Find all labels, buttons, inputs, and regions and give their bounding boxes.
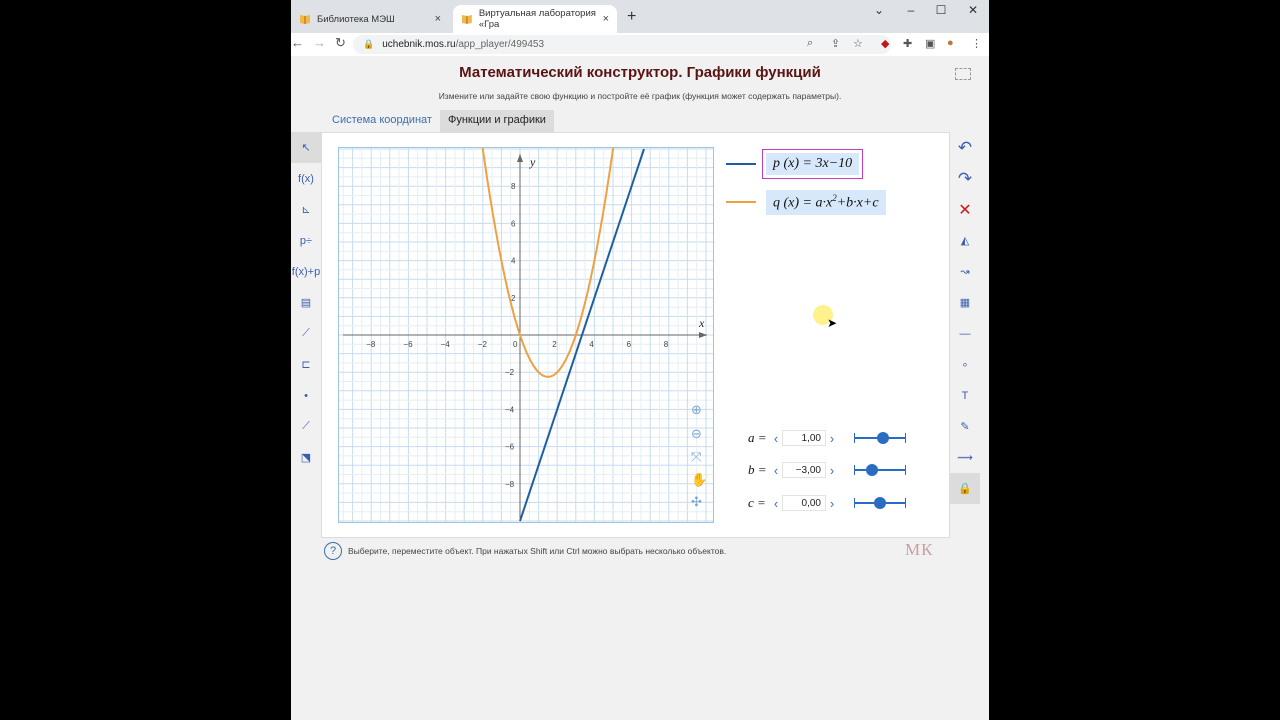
param-a-label: a = bbox=[748, 430, 767, 445]
bookmark-star-icon[interactable]: ☆ bbox=[853, 38, 863, 50]
point-style-icon[interactable]: ∘ bbox=[961, 359, 969, 371]
fullscreen-icon[interactable] bbox=[955, 68, 971, 80]
pan-hand-icon[interactable]: ✋ bbox=[691, 473, 708, 488]
param-b-slider-knob[interactable] bbox=[866, 464, 878, 476]
x-tick-label: 8 bbox=[663, 340, 669, 349]
left-toolbar bbox=[291, 132, 321, 473]
transform-tool-icon[interactable]: ⬔ bbox=[300, 452, 312, 464]
graph-area[interactable] bbox=[338, 147, 714, 523]
graph-canvas[interactable] bbox=[339, 148, 713, 522]
tab-search-chevron-icon[interactable]: ⌄ bbox=[873, 3, 885, 17]
y-axis-label: y bbox=[530, 155, 536, 169]
calculator-tool-icon[interactable]: ▤ bbox=[300, 297, 312, 309]
param-a-value[interactable]: 1,00 bbox=[782, 430, 826, 446]
lock-icon[interactable]: 🔒 bbox=[950, 473, 980, 504]
sidepanel-icon[interactable]: ▣ bbox=[925, 38, 936, 50]
right-toolbar bbox=[950, 132, 980, 504]
point-tool-icon[interactable]: • bbox=[304, 389, 308, 402]
color-icon[interactable]: ▦ bbox=[959, 297, 971, 309]
redo-icon[interactable]: ↷ bbox=[957, 168, 973, 188]
function-param-tool-icon[interactable]: f(x)+p bbox=[291, 265, 321, 278]
maximize-icon[interactable]: ☐ bbox=[935, 3, 947, 17]
param-c-label: c = bbox=[748, 495, 766, 510]
x-tick-label: 4 bbox=[589, 340, 594, 349]
y-tick-label: 4 bbox=[511, 256, 516, 266]
tab-strip bbox=[291, 0, 989, 33]
param-b-decrease-icon[interactable]: ‹ bbox=[773, 462, 779, 478]
help-icon[interactable]: ? bbox=[324, 542, 342, 560]
tab-title: Виртуальная лаборатория «Гра bbox=[478, 8, 596, 30]
extensions-icon[interactable]: ✚ bbox=[903, 38, 913, 50]
y-tick-label: 2 bbox=[511, 293, 516, 303]
mk-logo: МК bbox=[905, 540, 934, 559]
undo-icon[interactable]: ↶ bbox=[957, 137, 973, 157]
close-tab-icon[interactable]: × bbox=[602, 13, 609, 25]
center-icon[interactable]: ✣ bbox=[691, 495, 702, 510]
function-q-formula[interactable]: q $(x) = a\cdot x^2+b\cdot x+c$ bbox=[766, 190, 886, 215]
param-c-slider[interactable] bbox=[854, 496, 906, 510]
tab-functions-graphs[interactable]: Функции и графики bbox=[440, 110, 554, 132]
page bbox=[291, 56, 989, 720]
avatar[interactable]: ● bbox=[947, 37, 954, 49]
function-q-color bbox=[726, 201, 756, 203]
tab-library[interactable] bbox=[291, 5, 449, 33]
minimize-icon[interactable]: – bbox=[907, 3, 915, 17]
param-b-value[interactable]: −3,00 bbox=[782, 462, 826, 478]
function-p-formula[interactable]: p (x) = 3x−10 bbox=[766, 153, 859, 175]
style-icon[interactable]: ↝ bbox=[960, 266, 970, 278]
y-tick-label: −2 bbox=[505, 368, 515, 378]
parameter-tool-icon[interactable]: p÷ bbox=[299, 234, 313, 247]
segment-tool-icon[interactable]: ⟋ bbox=[302, 420, 310, 432]
param-b-increase-icon[interactable]: › bbox=[829, 462, 835, 478]
tab-coordinate-system[interactable]: Система координат bbox=[332, 114, 432, 126]
x-axis-label: x bbox=[699, 316, 705, 330]
function-p-row[interactable] bbox=[726, 153, 859, 175]
tab-virtual-lab[interactable] bbox=[453, 5, 617, 33]
zoom-out-icon[interactable]: ⊖ bbox=[691, 427, 702, 442]
ruler-tool-icon[interactable]: ⊏ bbox=[301, 359, 311, 371]
param-c-slider-knob[interactable] bbox=[874, 497, 886, 509]
tab-title: Библиотека МЭШ bbox=[317, 13, 395, 25]
y-tick-label: −8 bbox=[505, 479, 515, 489]
book-favicon-icon bbox=[299, 13, 311, 25]
mouse-cursor-icon: ➤ bbox=[827, 316, 838, 330]
param-a-slider[interactable] bbox=[854, 431, 906, 445]
param-c-increase-icon[interactable]: › bbox=[829, 495, 835, 511]
axes-tool-icon[interactable]: ⊾ bbox=[301, 204, 311, 216]
reload-icon[interactable]: ↻ bbox=[335, 35, 346, 50]
x-tick-label: 2 bbox=[552, 340, 557, 349]
param-a-increase-icon[interactable]: › bbox=[829, 430, 835, 446]
page-subtitle: Измените или задайте свою функцию и постройте её график (функция может содержать параметры). bbox=[438, 91, 842, 101]
x-tick-label: −8 bbox=[366, 340, 376, 349]
x-tick-label: −4 bbox=[440, 340, 450, 349]
param-b bbox=[748, 461, 906, 479]
zoom-icon[interactable]: ⌕ bbox=[807, 37, 814, 49]
browser-window bbox=[291, 0, 989, 720]
y-tick-label: 8 bbox=[511, 182, 516, 192]
function-q-row[interactable] bbox=[726, 190, 886, 215]
param-b-slider[interactable] bbox=[854, 463, 906, 477]
param-a-slider-knob[interactable] bbox=[877, 432, 889, 444]
delete-icon[interactable]: ✕ bbox=[958, 201, 972, 219]
url-host: uchebnik.mos.ru bbox=[382, 39, 456, 50]
status-text: Выберите, переместите объект. При нажатых Shift или Ctrl можно выбрать несколько объектов. bbox=[348, 546, 727, 556]
x-tick-label: −2 bbox=[477, 340, 487, 349]
y-tick-label: −4 bbox=[505, 405, 515, 415]
param-c-decrease-icon[interactable]: ‹ bbox=[773, 495, 779, 511]
trace-icon[interactable]: ⟿ bbox=[957, 452, 973, 464]
function-tool-icon[interactable]: f(x) bbox=[298, 172, 314, 185]
x-tick-label: −6 bbox=[403, 340, 413, 349]
function-p-color bbox=[726, 163, 756, 165]
brush-icon[interactable]: ✎ bbox=[960, 421, 970, 433]
param-a-decrease-icon[interactable]: ‹ bbox=[773, 430, 779, 446]
x-tick-label: 0 bbox=[513, 340, 518, 349]
browser-toolbar bbox=[291, 33, 989, 57]
ublock-icon[interactable]: ◆ bbox=[881, 38, 890, 50]
menu-kebab-icon[interactable]: ⋮ bbox=[971, 38, 982, 50]
work-panel bbox=[321, 132, 950, 538]
y-tick-label: 6 bbox=[511, 219, 516, 229]
param-a bbox=[748, 429, 906, 447]
page-title: Математический конструктор. Графики функций bbox=[459, 64, 821, 81]
param-c bbox=[748, 494, 906, 512]
param-b-label: b = bbox=[748, 462, 767, 477]
show-hide-icon[interactable]: ◭ bbox=[960, 235, 970, 247]
y-tick-label: −6 bbox=[505, 442, 515, 452]
line-style-icon[interactable]: — bbox=[959, 327, 971, 340]
lock-icon: 🔒 bbox=[363, 39, 375, 49]
book-favicon-icon bbox=[461, 13, 473, 25]
back-icon[interactable]: ← bbox=[291, 35, 304, 50]
close-tab-icon[interactable]: × bbox=[434, 13, 441, 25]
fit-icon[interactable]: ⤧ bbox=[691, 450, 702, 465]
forward-icon[interactable]: → bbox=[313, 35, 326, 50]
text-icon[interactable]: T bbox=[961, 389, 969, 402]
new-tab-button[interactable]: + bbox=[627, 8, 637, 25]
param-c-value[interactable]: 0,00 bbox=[782, 495, 826, 511]
close-window-icon[interactable]: ✕ bbox=[967, 3, 979, 17]
share-icon[interactable]: ⇪ bbox=[831, 38, 841, 50]
zoom-in-icon[interactable]: ⊕ bbox=[691, 403, 702, 418]
select-tool-icon[interactable]: ↖ bbox=[291, 132, 321, 163]
mode-tabs bbox=[324, 110, 554, 132]
curve-tool-icon[interactable]: ⟋ bbox=[302, 327, 310, 339]
url-path: /app_player/499453 bbox=[455, 39, 545, 50]
x-tick-label: 6 bbox=[626, 340, 632, 349]
